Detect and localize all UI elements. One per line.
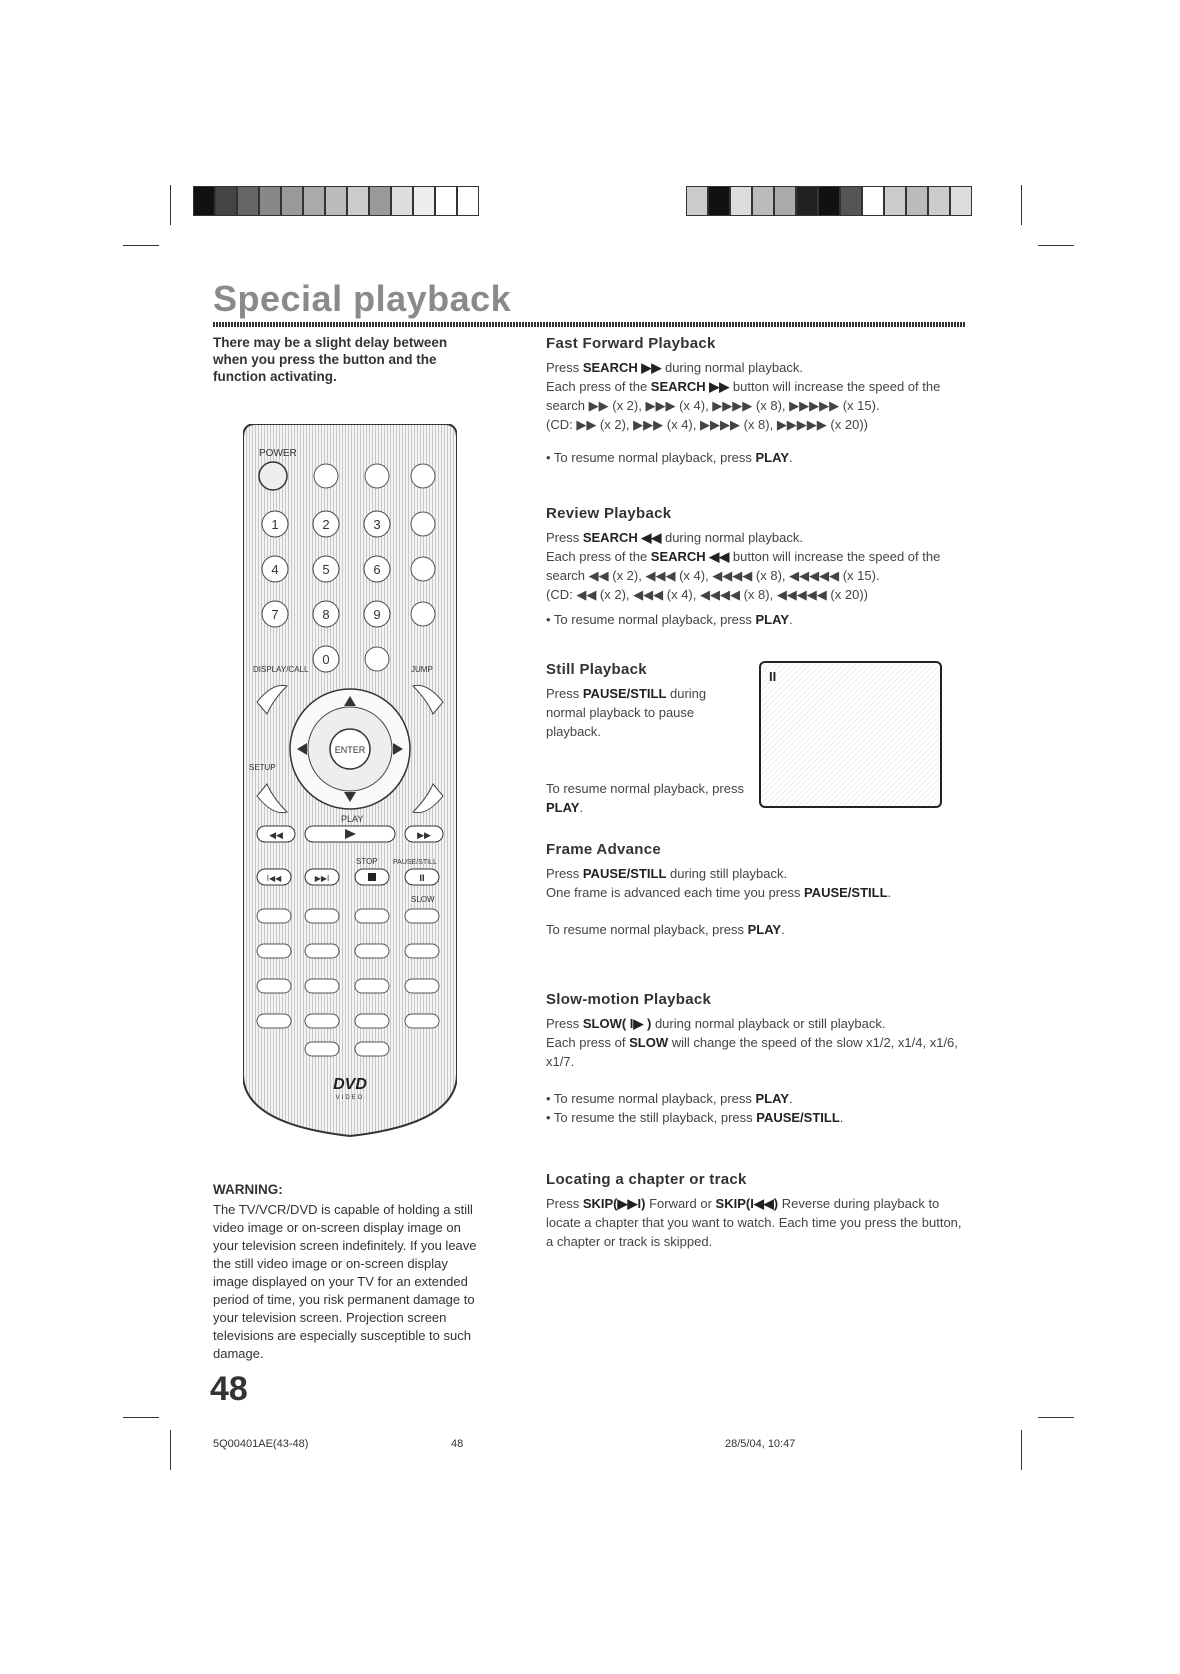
crop-mark [1038,1417,1074,1418]
crop-mark [123,1417,159,1418]
fast-forward-cd-line: (CD: ▶▶ (x 2), ▶▶▶ (x 4), ▶▶▶▶ (x 8), ▶▶▶▶▶ (x 20)) [546,417,868,432]
footer-page: 48 [451,1438,464,1450]
footer-date: 28/5/04, 10:47 [725,1438,796,1450]
warning-heading: WARNING: [213,1182,283,1197]
review-section [546,504,966,629]
slow-label: SLOW [411,895,435,904]
still-screen-illustration [759,661,942,808]
pause-label: PAUSE/STILL [393,859,437,866]
delay-note: There may be a slight delay between when you press the button and the function activating. [213,335,448,384]
svg-text:II: II [419,873,425,883]
crop-mark [1021,185,1022,225]
svg-text:◀◀: ◀◀ [269,830,283,840]
frame-advance-heading: Frame Advance [546,841,662,858]
locate-heading: Locating a chapter or track [546,1171,747,1188]
frame-advance-section [546,840,966,939]
review-heading: Review Playback [546,505,672,522]
button [411,557,435,581]
warning-text: The TV/VCR/DVD is capable of holding a still video image or on-screen display image on your television screen indefinitely. If you leave the still video image or on-screen display image displayed on your TV for an extended period of time, you risk permanent damage to your television screen. Projection screen televisions are especially susceptible to such damage. [213,1202,477,1361]
crop-mark [123,245,159,246]
review-line1: Press SEARCH ◀◀ during normal playback. [546,530,803,545]
stop-label: STOP [356,857,378,866]
navigation-pad [290,689,410,809]
slow-motion-resume1: • To resume normal playback, press PLAY. [546,1091,793,1106]
slow-motion-heading: Slow-motion Playback [546,991,712,1008]
page-title: Special playback [213,278,512,319]
number-2: 2 [322,517,330,532]
button [411,464,435,488]
number-7: 7 [271,607,279,622]
review-line2: Each press of the SEARCH ◀◀ button will increase the speed of the search ◀◀ (x 2), ◀◀◀ (x 4), ◀◀◀◀ (x 8), ◀◀◀◀◀ (x 15). [546,549,941,583]
enter-label: ENTER [334,745,366,755]
fast-forward-heading: Fast Forward Playback [546,335,716,352]
crop-mark [170,1430,171,1470]
fast-forward-line2: Each press of the SEARCH ▶▶ button will increase the speed of the search ▶▶ (x 2), ▶▶▶ (x 4), ▶▶▶▶ (x 8), ▶▶▶▶▶ (x 15). [546,379,941,413]
fast-forward-resume: • To resume normal playback, press PLAY. [546,450,793,465]
button [365,647,389,671]
pause-icon: II [769,669,777,684]
fast-forward-line1: Press SEARCH ▶▶ during normal playback. [546,360,803,375]
number-1: 1 [271,517,279,532]
number-3: 3 [373,517,381,532]
still-line1: Press PAUSE/STILL during normal playback to pause playback. [546,686,707,739]
svg-text:▶▶: ▶▶ [417,830,431,840]
button [365,464,389,488]
svg-text:I◀◀: I◀◀ [266,874,282,883]
footer-code: 5Q00401AE(43-48) [213,1438,309,1450]
remote-control-illustration [243,424,457,1139]
registration-bar-right [686,186,972,216]
number-8: 8 [322,607,330,622]
number-5: 5 [322,562,330,577]
display-label: DISPLAY/CALL [253,665,309,674]
power-button [259,462,287,490]
crop-mark [170,185,171,225]
play-label: PLAY [341,814,364,824]
jump-label: JUMP [411,665,433,674]
fast-forward-section [546,334,966,467]
button [411,602,435,626]
slow-motion-line2: Each press of SLOW will change the speed of the slow x1/2, x1/4, x1/6, x1/7. [546,1035,958,1069]
svg-text:▶▶I: ▶▶I [314,874,330,883]
number-6: 6 [373,562,381,577]
crop-mark [1021,1430,1022,1470]
power-label: POWER [259,448,297,459]
frame-advance-resume: To resume normal playback, press PLAY. [546,922,785,937]
still-section [546,660,746,817]
still-heading: Still Playback [546,661,647,678]
slow-motion-resume2: • To resume the still playback, press PAUSE/STILL. [546,1110,844,1125]
still-resume: To resume normal playback, press PLAY. [546,781,744,815]
frame-advance-line2: One frame is advanced each time you press PAUSE/STILL. [546,885,892,900]
video-label: VIDEO [335,1095,365,1101]
button [411,512,435,536]
locate-section [546,1170,966,1251]
review-resume: • To resume normal playback, press PLAY. [546,612,793,627]
number-4: 4 [271,562,279,577]
button [314,464,338,488]
number-0: 0 [322,652,330,667]
title-divider [213,322,966,327]
warning-block [213,1181,483,1363]
page-number: 48 [210,1370,248,1408]
number-9: 9 [373,607,381,622]
slow-motion-line1: Press SLOW( I▶ ) during normal playback or still playback. [546,1016,886,1031]
registration-bar-left [193,186,479,216]
setup-label: SETUP [249,763,276,772]
locate-line1: Press SKIP(▶▶I) Forward or SKIP(I◀◀) Reverse during playback to locate a chapter that you want to watch. Each time you press the button, a chapter or track is skipped. [546,1196,962,1249]
dvd-logo: DVD [333,1076,367,1093]
review-cd-line: (CD: ◀◀ (x 2), ◀◀◀ (x 4), ◀◀◀◀ (x 8), ◀◀◀◀◀ (x 20)) [546,587,868,602]
slow-motion-section [546,990,966,1127]
frame-advance-line1: Press PAUSE/STILL during still playback. [546,866,788,881]
crop-mark [1038,245,1074,246]
